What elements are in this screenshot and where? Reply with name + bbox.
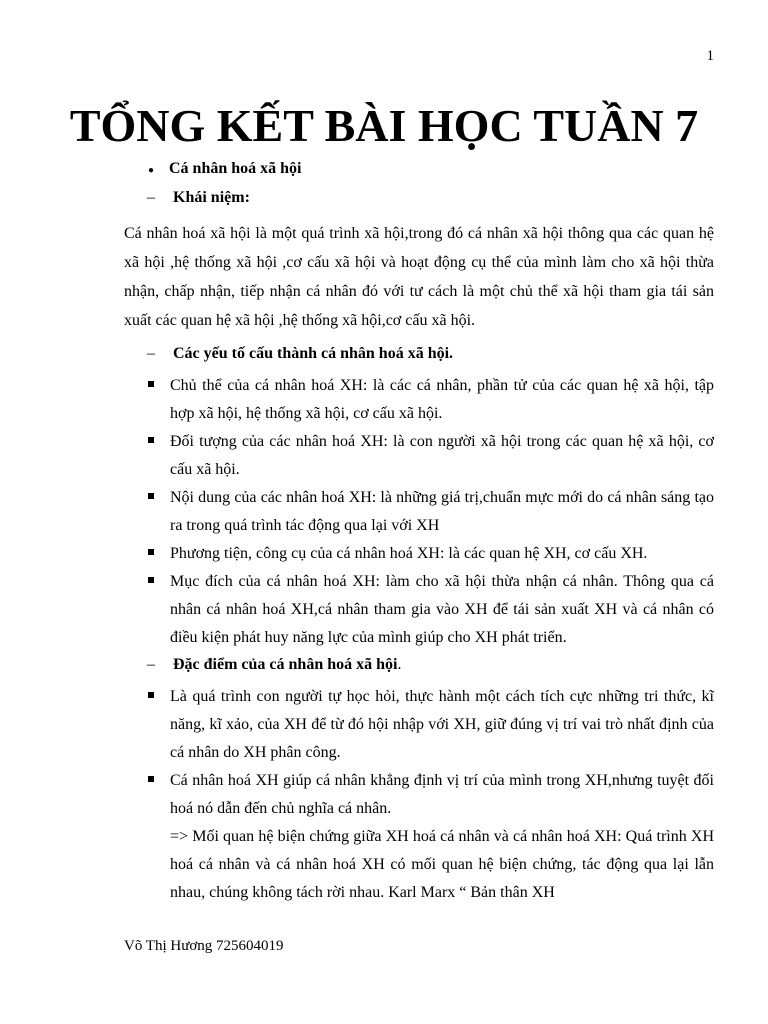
square-bullet-icon <box>148 493 154 499</box>
concept-paragraph: Cá nhân hoá xã hội là một quá trình xã hội,trong đó cá nhân xã hội thông qua các quan hệ xã hội ,hệ thống xã hội ,cơ cấu xã hội và hoạt động cụ thể của mình làm cho xã hội thừa nhận, chấp nhận, tiếp nhận cá nhân đó với tư cách là một chủ thể xã hội tham gia tái sản xuất các quan hệ xã hội ,hệ thống xã hội,cơ cấu xã hội. <box>124 225 714 329</box>
conclusion-paragraph: => Mối quan hệ biện chứng giữa XH hoá cá nhân và cá nhân hoá XH: Quá trình XH hoá cá nhân và cá nhân hoá XH có mối quan hệ biện chứng, tác động qua lại lẫn nhau, chúng không tách rời nhau. Karl Marx “ Bản thân XH <box>170 828 714 901</box>
list-item <box>148 683 714 767</box>
list-item-text: Cá nhân hoá XH giúp cá nhân khẳng định vị trí của mình trong XH,nhưng tuyệt đối hoá nó dẫn đến chủ nghĩa cá nhân. <box>170 772 714 817</box>
list-item <box>148 540 714 568</box>
features-heading: Đặc điểm của cá nhân hoá xã hội <box>173 656 398 673</box>
list-item <box>148 568 714 652</box>
square-bullet-icon <box>148 776 154 782</box>
list-item-text: Nội dung của các nhân hoá XH: là những giá trị,chuẩn mực mới do cá nhân sáng tạo ra trong quá trình tác động qua lại với XH <box>170 489 714 534</box>
list-item-text: Phương tiện, công cụ của cá nhân hoá XH: là các quan hệ XH, cơ cấu XH. <box>170 545 648 562</box>
list-item-text: Mục đích của cá nhân hoá XH: làm cho xã hội thừa nhận cá nhân. Thông qua cá nhân cá nhân hoá XH,cá nhân tham gia vào XH để tái sản xuất XH và cá nhân có điều kiện phát huy năng lực của mình giúp cho XH phát triển. <box>170 573 714 646</box>
concept-heading: Khái niệm: <box>173 189 250 206</box>
elements-heading: Các yếu tố cấu thành cá nhân hoá xã hội. <box>173 345 454 362</box>
square-bullet-icon <box>148 577 154 583</box>
dash-marker: – <box>147 189 155 206</box>
list-item <box>148 484 714 540</box>
topic-heading: Cá nhân hoá xã hội <box>169 160 302 177</box>
dash-marker: – <box>147 345 155 362</box>
square-bullet-icon <box>148 692 154 698</box>
square-bullet-icon <box>148 381 154 387</box>
features-heading-period: . <box>397 656 402 673</box>
elements-heading-row <box>147 345 453 363</box>
dot-bullet-icon: ● <box>148 165 155 176</box>
page-number: 1 <box>706 48 714 64</box>
list-item <box>148 428 714 484</box>
document-title: TỔNG KẾT BÀI HỌC TUẦN 7 <box>69 100 699 151</box>
footer-author: Võ Thị Hương 725604019 <box>124 938 284 954</box>
square-bullet-icon <box>148 437 154 443</box>
topic-bullet <box>148 160 302 178</box>
list-item-text: Là quá trình con người tự học hỏi, thực hành một cách tích cực những tri thức, kĩ năng, kĩ xảo, của XH để từ đó hội nhập với XH, giữ đúng vị trí vai trò nhất định của cá nhân do XH phân công. <box>170 688 714 761</box>
list-item <box>148 372 714 428</box>
list-item-text: Đối tượng của các nhân hoá XH: là con người xã hội trong các quan hệ xã hội, cơ cấu xã hội. <box>170 433 714 478</box>
concept-heading-row <box>147 189 250 207</box>
list-item-text: Chủ thể của cá nhân hoá XH: là các cá nhân, phần tử của các quan hệ xã hội, tập hợp xã hội, hệ thống xã hội, cơ cấu xã hội. <box>170 377 714 422</box>
list-item <box>148 767 714 823</box>
features-heading-row <box>147 656 401 674</box>
dash-marker: – <box>147 656 155 673</box>
square-bullet-icon <box>148 549 154 555</box>
